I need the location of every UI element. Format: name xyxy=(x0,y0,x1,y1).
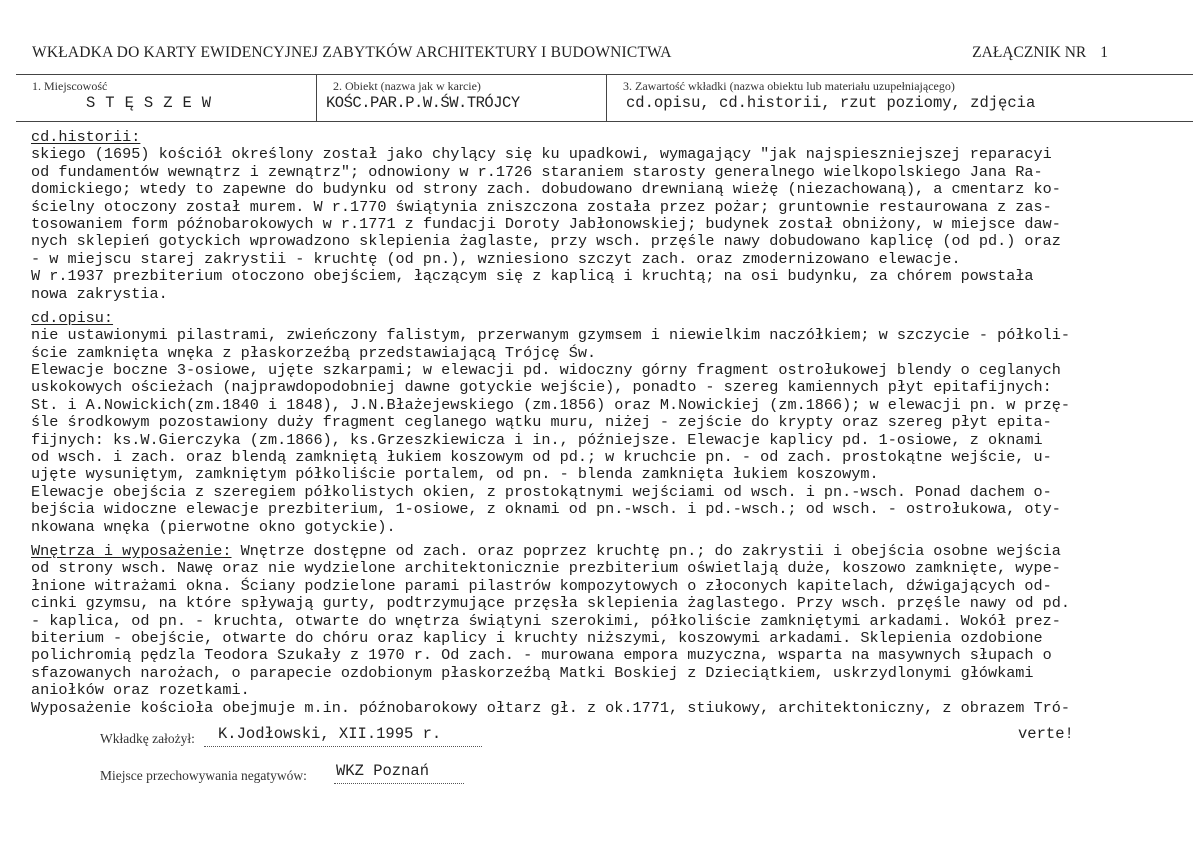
author-dotted-line xyxy=(204,746,482,747)
text-line: Elewacje boczne 3-osiowe, ujęte szkarpami; w elewacji pd. widoczny górny fragment ostrołukowej blendy o ceglanych xyxy=(31,361,1061,380)
text-line: domickiego; wtedy to zapewne do budynku od strony zach. dobudowano drewnianą wieżę (niezachowaną), a cmentarz ko- xyxy=(31,180,1061,199)
annex-label: ZAŁĄCZNIK NR xyxy=(972,44,1087,61)
contents-label: 3. Zawartość wkładki (nazwa obiektu lub materiału uzupełniającego) xyxy=(623,79,955,93)
author-label: Wkładkę założył: xyxy=(100,731,195,746)
form-title: WKŁADKA DO KARTY EWIDENCYJNEJ ZABYTKÓW ARCHITEKTURY I BUDOWNICTWA xyxy=(32,44,672,61)
text-line: fijnych: ks.W.Gierczyka (zm.1866), ks.Grzeszkiewicza i in., późniejsze. Elewacje kaplicy pd. 1-osiowe, z oknami xyxy=(31,430,1043,449)
text-line: W r.1937 prezbiterium otoczono obejściem, łączącym się z kaplicą i kruchtą; na osi budynku, za chórem powstała xyxy=(31,267,1034,286)
text-line: uskokowych ościeżach (najprawdopodobniej dawne gotyckie wejście), ponadto - szereg kamiennych płyt epitafijnych: xyxy=(31,378,1052,397)
text-line: od wsch. i zach. oraz blendą zamkniętą łukiem koszowym od pd.; w kruchcie pn. - od zach. prostokątne wejście, u- xyxy=(31,448,1052,467)
text-line: bejścia widoczne elewacje prezbiterium, 1-osiowe, z oknami od pn.-wsch. i pd.-wsch.; od wsch. - ostrołukowa, oty- xyxy=(31,500,1061,519)
history-heading: cd.historii: xyxy=(31,128,141,146)
text-line: sfazowanych narożach, o parapecie ozdobionym płaskorzeźbą Matki Boskiej z Dzieciątkiem, uskrzydlonymi główkami xyxy=(31,663,1034,682)
text-line: nie ustawionymi pilastrami, zwieńczony falistym, przerwanym gzymsem i niewielkim naczółkiem; w szczycie - półkoli- xyxy=(31,326,1070,345)
object-value: KOŚC.PAR.P.W.ŚW.TRÓJCY xyxy=(326,94,520,112)
text-line: - w miejscu starej zakrystii - kruchtę (od pn.), wzniesiono szczyt zach. oraz zmodernizowano elewacje. xyxy=(31,249,961,268)
object-field xyxy=(316,75,606,121)
verte-note: verte! xyxy=(1018,725,1074,743)
text-line: ście zamknięta wnęka z płaskorzeźbą przedstawiającą Trójcę Św. xyxy=(31,343,597,362)
text-line: nowa zakrystia. xyxy=(31,284,168,303)
text-line: Elewacje obejścia z szeregiem półkolistych okien, z prostokątnymi wejściami od wsch. i pn.-wsch. Ponad dachem o- xyxy=(31,482,1052,501)
interior-first-line xyxy=(31,543,1196,560)
text-line: St. i A.Nowickich(zm.1840 i 1848), J.N.Błażejewskiego (zm.1856) oraz M.Nowickiej (zm.1866); w elewacji pn. w przę- xyxy=(31,395,1070,414)
contents-value: cd.opisu, cd.historii, rzut poziomy, zdjęcia xyxy=(626,94,1036,112)
text-line: od strony wsch. Nawę oraz nie wydzielone architektonicznie prezbiterium oświetlają duże, koszowo zamknięte, wype- xyxy=(31,559,1061,578)
text-line: nkowana wnęka (pierwotne okno gotyckie). xyxy=(31,517,396,536)
object-label: 2. Obiekt (nazwa jak w karcie) xyxy=(333,79,481,93)
description-section xyxy=(31,327,1196,536)
text-line: łnione witrażami okna. Ściany podzielone parami pilastrów kompozytowych o złoconych kapitelach, dźwigających od- xyxy=(31,576,1052,595)
storage-value: WKZ Poznań xyxy=(336,762,430,780)
locality-field xyxy=(16,75,316,121)
interior-heading: Wnętrza i wyposażenie: xyxy=(31,541,232,560)
text-line: od fundamentów wewnątrz i zewnątrz"; odnowiony w r.1726 staraniem starosty generalnego wielkopolskiego Jana Ra- xyxy=(31,162,1043,181)
contents-field xyxy=(606,75,1193,121)
annex-number-value: 1 xyxy=(1100,44,1108,61)
text-line: aniołków oraz rozetkami. xyxy=(31,681,250,700)
text-line: cinki gzymsu, na które spływają gurty, podtrzymujące przęsła sklepienia żaglastego. Przy wsch. przęśle nawy od pd. xyxy=(31,594,1070,613)
interior-first-line-text: Wnętrze dostępne od zach. oraz poprzez kruchtę pn.; do zakrystii i obejścia osobne wejścia xyxy=(231,541,1061,560)
annex-number xyxy=(972,44,1108,62)
storage-label: Miejsce przechowywania negatywów: xyxy=(100,768,307,783)
text-line: śle środkowym pozostawiony duży fragment ceglanego wątku muru, niżej - zejście do krypty oraz szereg płyt epita- xyxy=(31,413,1052,432)
description-heading: cd.opisu: xyxy=(31,308,114,327)
locality-label: 1. Miejscowość xyxy=(32,79,108,93)
history-section xyxy=(31,146,1196,303)
text-line: ścielny otoczony został murem. W r.1770 świątynia zniszczona została przez pożar; gruntownie restaurowana z zas- xyxy=(31,197,1052,216)
interior-section xyxy=(31,560,1196,717)
text-line: nych sklepień gotyckich wprowadzono sklepienia żaglaste, przy wsch. przęśle nawy dobudowano kaplicę (od pd.) oraz xyxy=(31,232,1061,251)
text-line: biterium - obejście, otwarte do chóru oraz kaplicy i kruchty niższymi, koszowymi arkadami. Sklepienia ozdobione xyxy=(31,628,1043,647)
text-line: - kaplica, od pn. - kruchta, otwarte do wnętrza świątyni szerokimi, półkoliście zamkniętymi arkadami. Wokół prez- xyxy=(31,611,1061,630)
author-value: K.Jodłowski, XII.1995 r. xyxy=(218,725,442,743)
locality-value: STĘSZEW xyxy=(86,94,222,112)
text-line: skiego (1695) kościół określony został jako chylący się ku upadkowi, wymagający "jak najspieszniejszej reparacyi xyxy=(31,145,1052,164)
text-line: Wyposażenie kościoła obejmuje m.in. późnobarokowy ołtarz gł. z ok.1771, stiukowy, architektoniczny, z obrazem Tró- xyxy=(31,698,1070,717)
text-line: tosowaniem form późnobarokowych w r.1771 z fundacji Doroty Jabłonowskiej; budynek został obniżony, w miejsce daw- xyxy=(31,214,1061,233)
document-body xyxy=(31,129,1196,717)
form-fields-row xyxy=(16,74,1193,122)
text-line: polichromią pędzla Teodora Szukały z 1970 r. Od zach. - murowana empora muzyczna, wsparta na masywnych słupach o xyxy=(31,646,1052,665)
storage-dotted-line xyxy=(334,783,464,784)
text-line: ujęte wysuniętym, zamkniętym półkoliście portalem, od pn. - blenda zamknięta łukiem koszowym. xyxy=(31,465,879,484)
